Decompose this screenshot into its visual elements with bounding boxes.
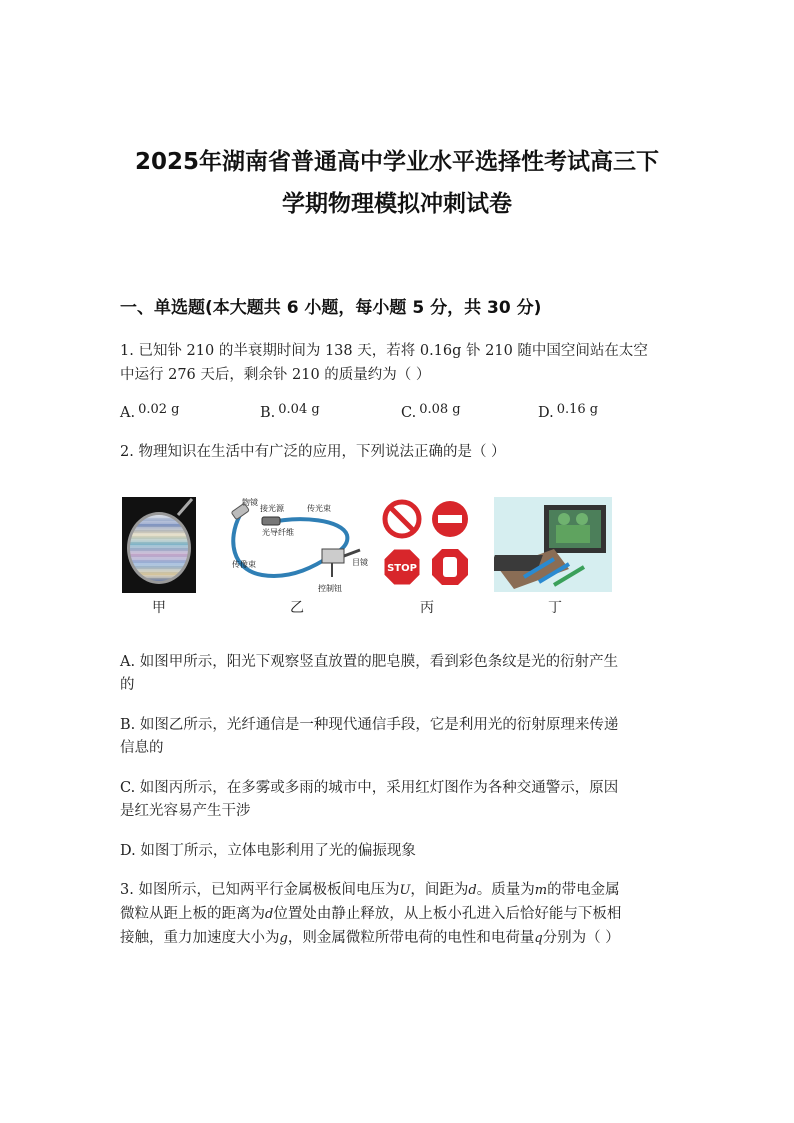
q2-option-b-line1: B. 如图乙所示，光纤通信是一种现代通信手段，它是利用光的衍射原理来传递 [120,717,619,733]
section-heading: 一、单选题(本大题共 6 小题，每小题 5 分，共 30 分) [120,298,542,318]
figure-caption-yi: 乙 [290,600,304,616]
var-d: d [265,907,274,922]
option-value: 0.02 g [138,402,180,417]
q2-option-c-line2: 是红光容易产生干涉 [120,803,251,819]
q2-option-b-line2: 信息的 [120,740,164,756]
label-jieguangyuan: 接光源 [260,504,284,513]
traffic-signs-image [380,497,475,592]
label-kongzhiniu: 控制钮 [318,584,342,593]
option-letter: C. [401,405,417,421]
figure-caption-jia: 甲 [152,600,166,616]
var-g: g [279,931,288,946]
q1-option-b[interactable] [260,402,320,421]
var-m: m [534,883,548,898]
3d-movie-image [494,497,612,592]
q2-option-a-line2: 的 [120,677,135,693]
option-value: 0.16 g [556,402,599,417]
var-u: U [399,883,411,898]
soap-film-image [122,497,196,593]
q1-stem-line1: 1. 已知钋 210 的半衰期时间为 138 天，若将 0.16g 钋 210 随中国空间站在太空 [120,343,648,359]
q2-option-c-line1: C. 如图丙所示，在多雾或多雨的城市中，采用红灯图作为各种交通警示，原因 [120,780,619,796]
q2-option-d: D. 如图丁所示，立体电影利用了光的偏振现象 [120,843,416,859]
figure-caption-ding: 丁 [548,600,562,616]
q1-option-c[interactable] [401,402,461,421]
page-title-line1: 2025年湖南省普通高中学业水平选择性考试高三下 [134,149,659,175]
label-guangdaoxianwei: 光导纤维 [262,528,294,537]
q2-stem: 2. 物理知识在生活中有广泛的应用，下列说法正确的是（ ） [120,444,506,460]
q3-stem-line3: 接触，重力加速度大小为g，则金属微粒所带电荷的电性和电荷量q分别为（ ） [120,930,620,946]
q1-stem-line2: 中运行 276 天后，剩余钋 210 的质量约为（ ） [120,367,431,383]
optical-fiber-diagram [222,495,382,595]
q1-option-d[interactable] [538,402,599,421]
q2-option-a-line1: A. 如图甲所示，阳光下观察竖直放置的肥皂膜，看到彩色条纹是光的衍射产生 [120,654,619,670]
label-wujing: 物镜 [242,498,258,507]
q1-option-a[interactable] [120,402,180,421]
option-letter: D. [538,405,554,421]
var-q: q [534,931,543,946]
option-letter: B. [260,405,276,421]
page-title-line2: 学期物理模拟冲刺试卷 [282,191,512,217]
option-value: 0.04 g [278,402,320,417]
label-stop: STOP [387,563,417,574]
label-mujing: 目镜 [352,558,368,567]
option-value: 0.08 g [419,402,461,417]
figure-caption-bing: 丙 [420,600,434,616]
var-d: d [468,883,477,898]
label-chuanguangshu: 传光束 [307,504,331,513]
q3-stem-line1: 3. 如图所示，已知两平行金属极板间电压为U，间距为d。质量为m的带电金属 [120,882,620,898]
q3-stem-line2: 微粒从距上板的距离为d位置处由静止释放，从上板小孔进入后恰好能与下板相 [120,906,622,922]
label-chuanxiangshu: 传像束 [232,560,256,569]
option-letter: A. [120,405,136,421]
